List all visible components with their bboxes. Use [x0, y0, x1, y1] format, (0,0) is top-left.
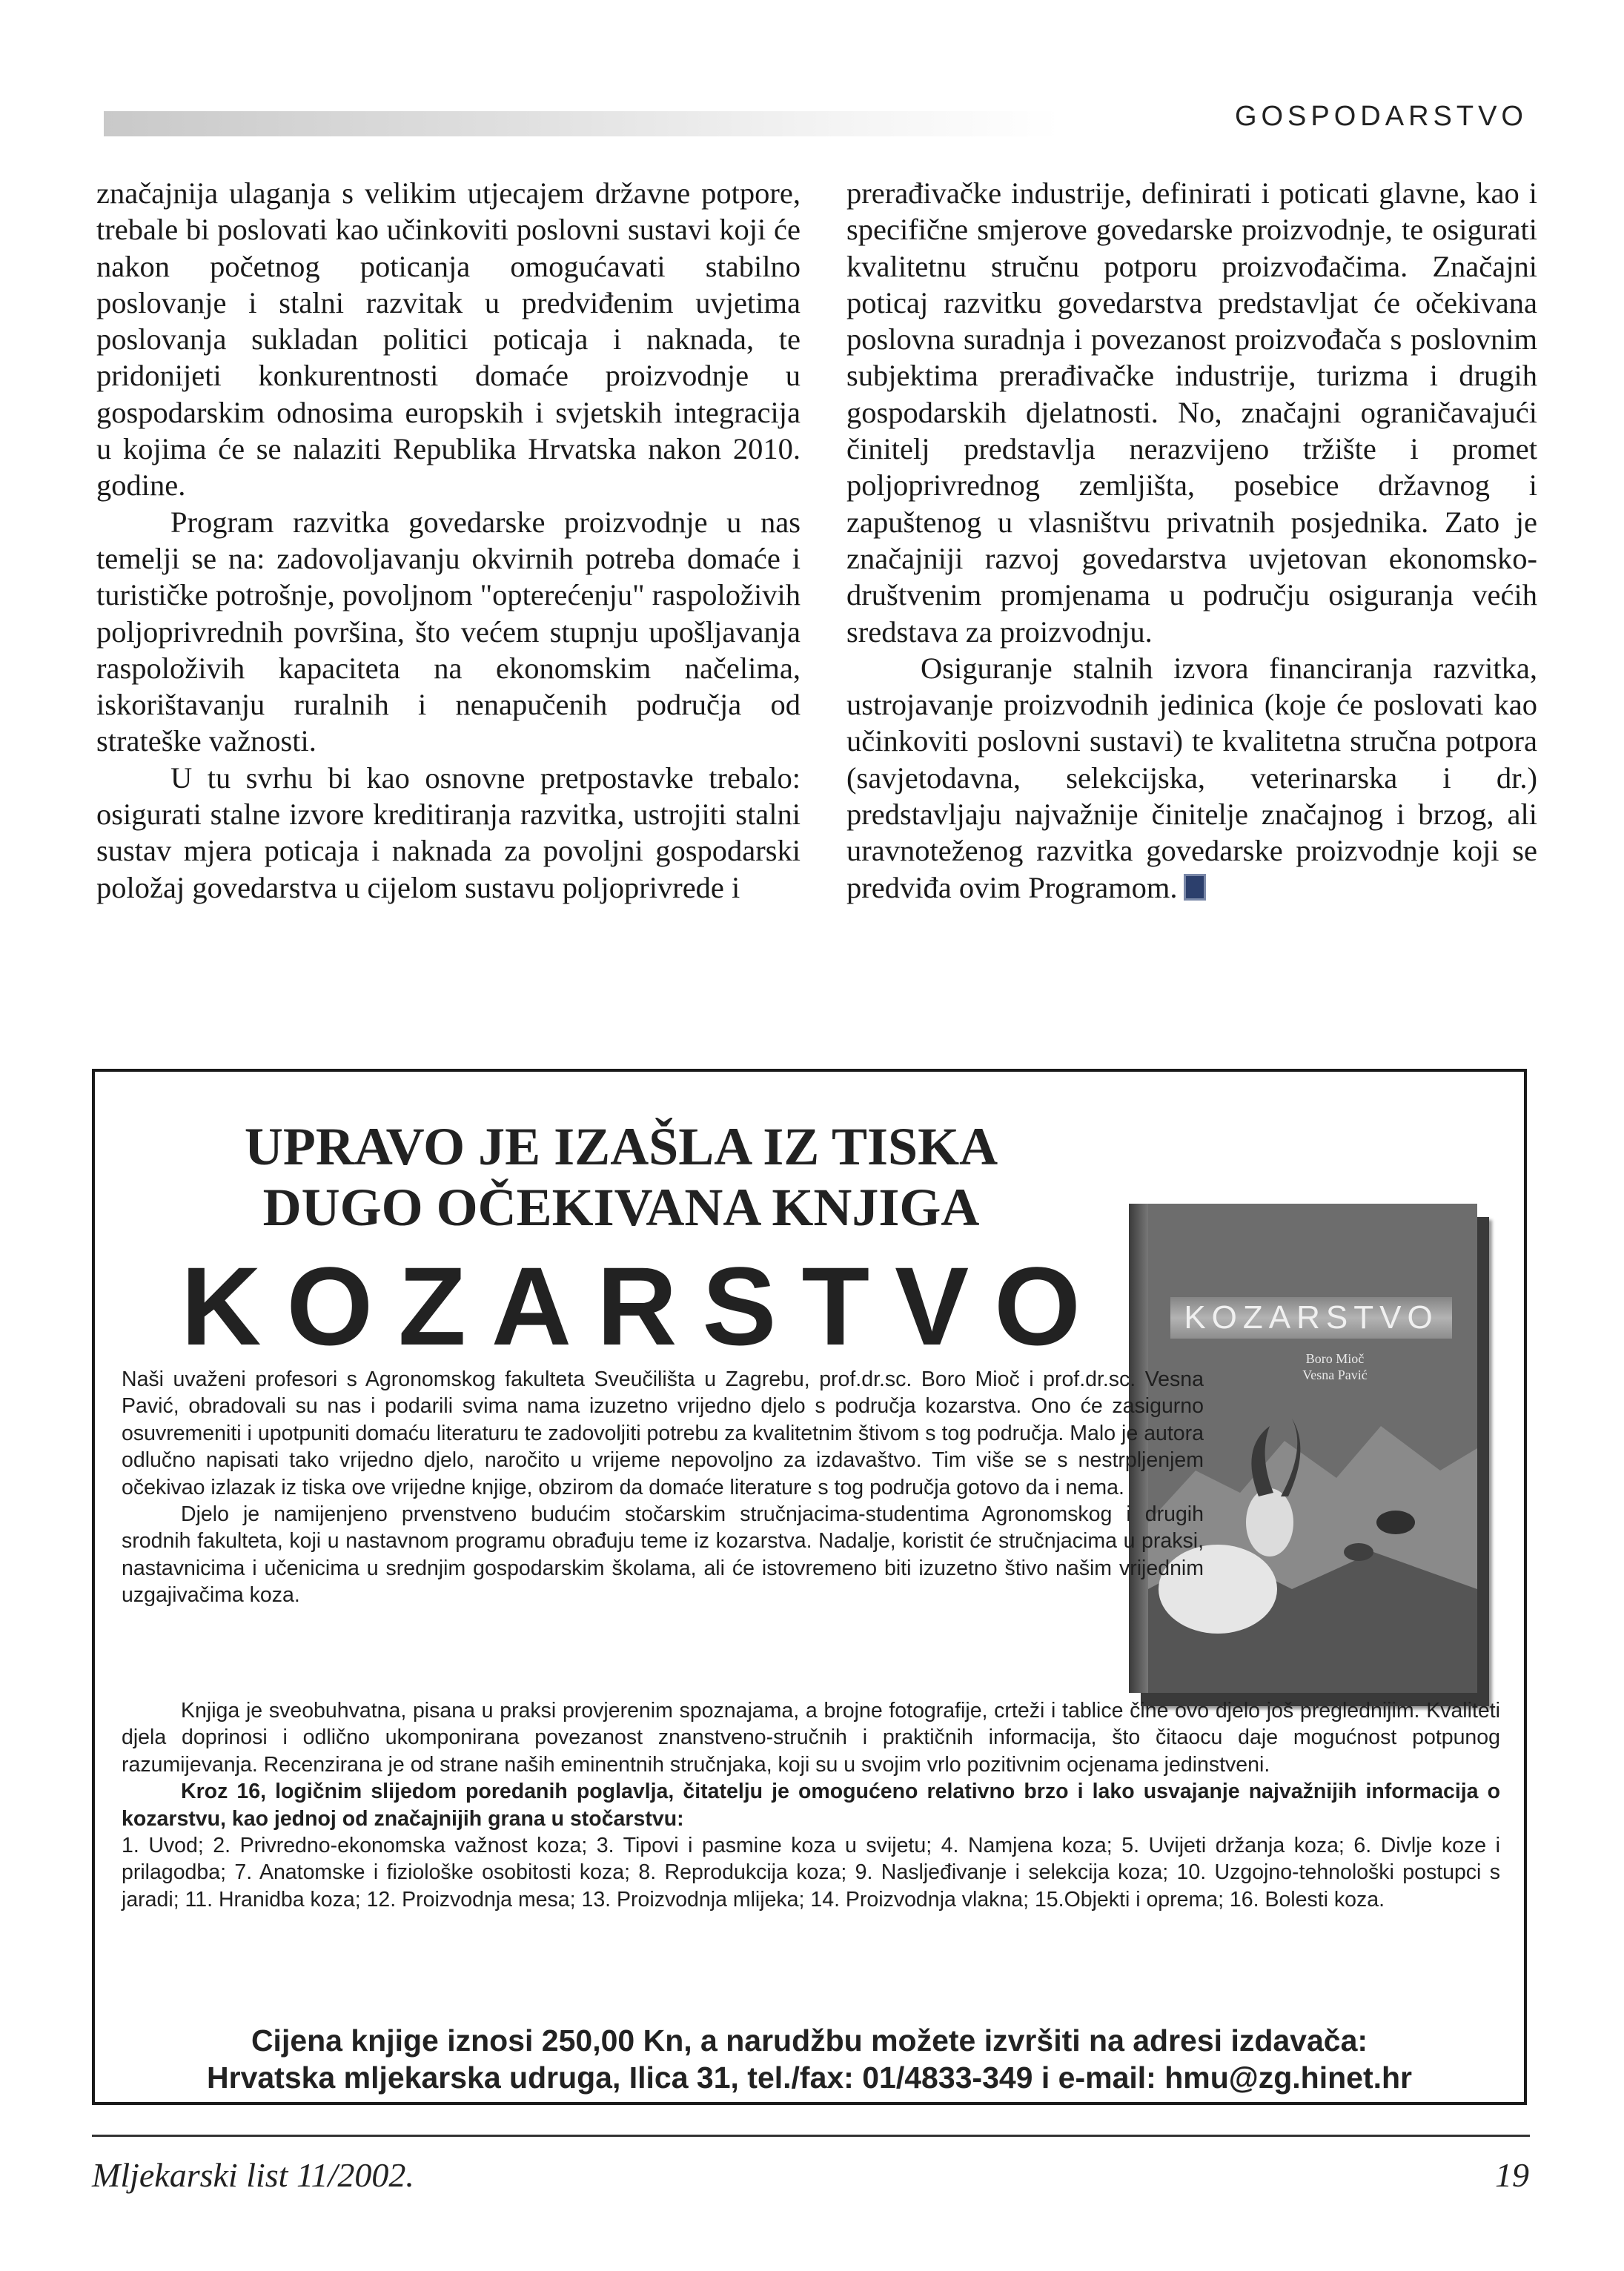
ad-description: [122, 1366, 1204, 1609]
article-column-left: [96, 175, 801, 906]
book-cover-author: Vesna Pavić: [1302, 1367, 1368, 1382]
ad-headline: [213, 1116, 1029, 1238]
article-paragraph-text: Osiguranje stalnih izvora financiranja razvitka, ustrojavanje proizvodnih jedinica (koje će poslovati kao učinkoviti poslovni sustavi) te kvalitetna stručna potpora (savjetodavna, selekcijska, veterinarska i dr.) predstavljaju najvažnije činitelje značajnog i brzog, ali uravnoteženog razvitka govedarske proizvodnje koji se predviđa ovim Programom.: [846, 651, 1537, 904]
ad-paragraph: Naši uvaženi profesori s Agronomskog fakulteta Sveučilišta u Zagrebu, prof.dr.sc. Boro Mioč i prof.dr.sc. Vesna Pavić, obradovali su nas i podarili svima nama izuzetno vrijedno djelo s područja kozarstva. Ono će zasigurno osuvremeniti i upotpuniti domaću literaturu te zadovoljiti potrebu za kvalitetnim štivom s tog područja. Malo je autora odlučno napisati tako vrijedno djelo, naročito u vrijeme nepovoljno za izdavaštvo. Tim više se s nestrpljenjem očekivao izlazak iz tiska ove vrijedne knjige, obzirom da domaće literature s tog područja gotovo da i nema.: [122, 1367, 1204, 1499]
article-paragraph: značajnija ulaganja s velikim utjecajem državne potpore, trebale bi poslovati kao učinkoviti poslovni sustavi koji će nakon početnog poticanja omogućavati stabilno poslovanje i stalni razvitak u predviđenim uvjetima poslovanja sukladan politici poticaja i naknada, te pridonijeti konkurentnosti domaće proizvodnje u gospodarskim odnosima europskih i svjetskih integracija u kojima će se nalaziti Republika Hrvatska nakon 2010. godine.: [96, 176, 801, 503]
distant-goat: [1344, 1543, 1373, 1561]
article-paragraph-last: [846, 650, 1537, 906]
distant-goat: [1376, 1511, 1415, 1534]
book-cover-author: Boro Mioč: [1305, 1351, 1365, 1366]
ad-description-wide: [122, 1697, 1500, 1913]
end-of-article-icon: [1184, 874, 1206, 901]
page-number: 19: [1495, 2156, 1529, 2194]
book-advertisement: [92, 1069, 1527, 2105]
article-paragraph: prerađivačke industrije, definirati i poticati glavne, kao i specifične smjerove govedarske proizvodnje, te osigurati kvalitetnu stručnu potporu proizvođačima. Značajni poticaj razvitku govedarstva predstavljat će očekivana poslovna suradnja i povezanost proizvođača s poslovnim subjektima prerađivačke industrije, turizma i drugih gospodarskih djelatnosti. No, značajni ograničavajući činitelj predstavlja nerazvijeno tržište i promet poljoprivrednog zemljišta, posebice državnog i zapuštenog u vlasništvu privatnih posjednika. Zato je značajniji razvoj govedarstva uvjetovan ekonomsko-društvenim promjenama u području osiguranja većih sredstava za proizvodnju.: [846, 176, 1537, 649]
section-label: GOSPODARSTVO: [1234, 101, 1528, 132]
ad-price-and-order: [95, 2022, 1524, 2096]
footer-rule: [92, 2135, 1530, 2137]
article-column-right: [846, 175, 1537, 906]
ad-price-line: Cijena knjige iznosi 250,00 Kn, a narudžbu možete izvršiti na adresi izdavača:: [251, 2023, 1368, 2058]
article-paragraph: U tu svrhu bi kao osnovne pretpostavke trebalo: osigurati stalne izvore kreditiranja razvitka, ustrojiti stalni sustav mjera poticaja i naknada za povoljni gospodarski položaj govedarstva u cijelom sustavu poljoprivrede i: [96, 760, 801, 904]
ad-paragraph: Djelo je namijenjeno prvenstveno budućim stočarskim stručnjacima-studentima Agronomskog i drugih srodnih fakulteta, koji u nastavnom programu obrađuju teme iz kozarstva. Nadalje, koristit će stručnjacima u praksi, nastavnicima i učenicima u srednjim gospodarskim školama, ali će istovremeno biti izuzetno štivo našim vrijednim uzgajivačima koza.: [122, 1502, 1204, 1608]
journal-issue: Mljekarski list 11/2002.: [92, 2156, 414, 2194]
ad-paragraph: Knjiga je sveobuhvatna, pisana u praksi provjerenim spoznajama, a brojne fotografije, crteži i tablice čine ovo djelo još preglednijim. Kvaliteti djela doprinosi i odlično ukomponirana povezanost znanstveno-stručnih i praktičnih informacija, što čitaocu daje mogućnost potpunog razumijevanja. Recenzirana je od strane naših eminentnih stručnjaka, koji su u svojim vrlo pozitivnim ocjenama jedinstveni.: [122, 1699, 1500, 1777]
ad-chapters-list: 1. Uvod; 2. Privredno-ekonomska važnost koza; 3. Tipovi i pasmine koza u svijetu; 4. Namjena koza; 5. Uvijeti držanja koza; 6. Divlje koze i prilagodba; 7. Anatomske i fiziološke osobitosti koza; 8. Reprodukcija koza; 9. Nasljeđivanje i selekcija koza; 10. Uzgojno-tehnološki postupci s jaradi; 11. Hranidba koza; 12. Proizvodnja mesa; 13. Proizvodnja mlijeka; 14. Proizvodnja vlakna; 15.Objekti i oprema; 16. Bolesti koza.: [122, 1834, 1500, 1912]
ad-headline-line-2: DUGO OČEKIVANA KNJIGA: [262, 1178, 980, 1237]
book-cover-authors: [1261, 1350, 1409, 1383]
book-cover-title: KOZARSTVO: [1170, 1297, 1452, 1339]
ad-headline-line-1: UPRAVO JE IZAŠLA IZ TISKA: [244, 1117, 998, 1176]
ad-contact-line: Hrvatska mljekarska udruga, Ilica 31, tel./fax: 01/4833-349 i e-mail: hmu@zg.hinet.hr: [207, 2061, 1412, 2095]
ad-book-title: KOZARSTVO: [181, 1244, 1106, 1368]
header-bar: [104, 111, 1060, 136]
article-paragraph: Program razvitka govedarske proizvodnje u nas temelji se na: zadovoljavanju okvirnih potreba domaće i turističke potrošnje, povoljnom "opterećenju" raspoloživih poljoprivrednih površina, što većem stupnju upošljavanja raspoloživih kapaciteta na ekonomskim načelima, iskorištavanju ruralnih i nenapučenih područja od strateške važnosti.: [96, 505, 801, 758]
goat-head: [1246, 1488, 1293, 1556]
ad-chapters-intro: Kroz 16, logičnim slijedom poredanih poglavlja, čitatelju je omogućeno relativno brzo i lako usvajanje najvažnijih informacija o kozarstvu, kao jednoj od značajnijih grana u stočarstvu:: [122, 1780, 1500, 1831]
